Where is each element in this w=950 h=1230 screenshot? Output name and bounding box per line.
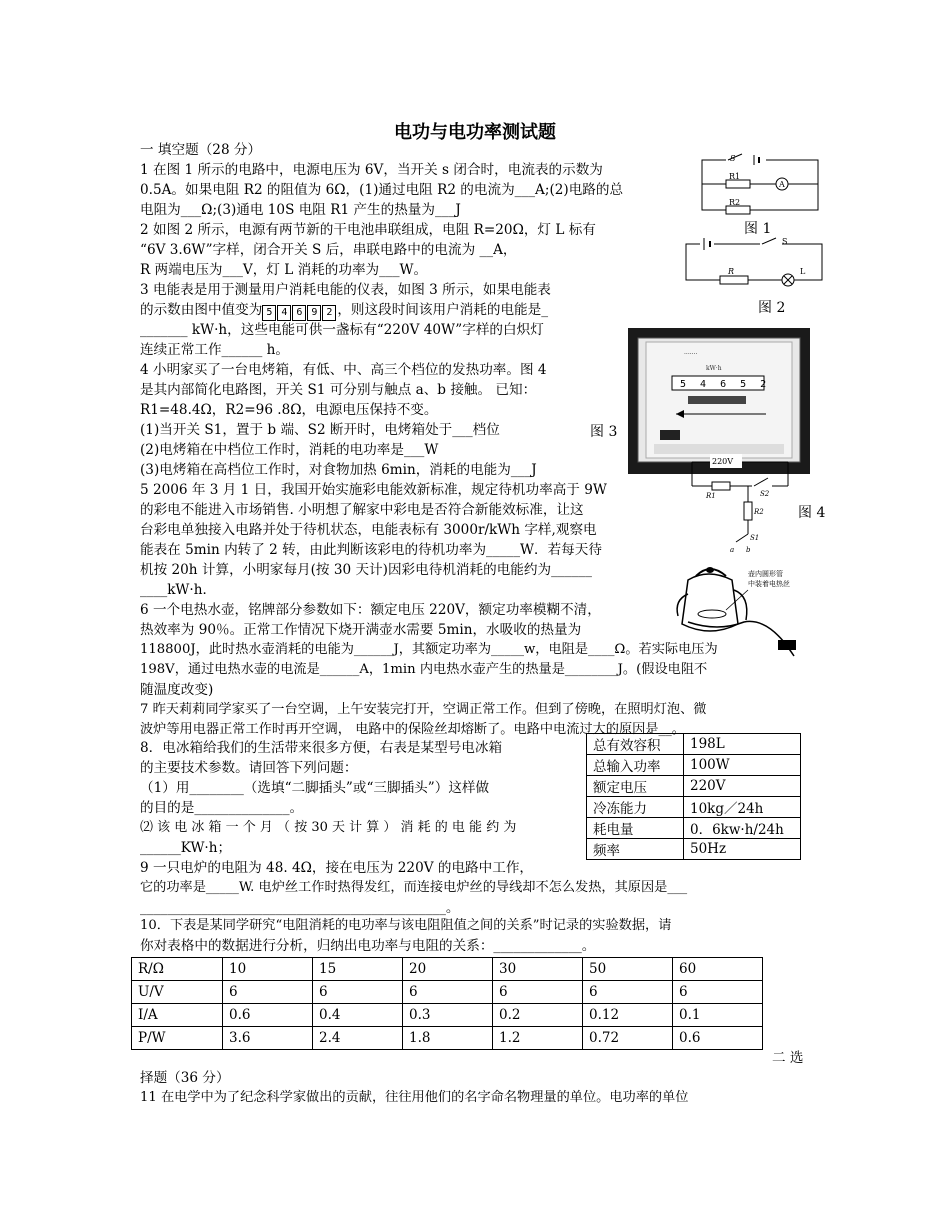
spec-key: 频率 xyxy=(587,839,684,860)
question-8-line-1: 8．电冰箱给我们的生活带来很多方便，右表是某型号电冰箱 xyxy=(140,740,503,756)
spec-key: 耗电量 xyxy=(587,818,684,839)
question-7-line-2: 波炉等用电器正常工作时再开空调， 电路中的保险丝却熔断了。电路中电流过大的原因是__。 xyxy=(140,722,685,737)
table-cell: 6 xyxy=(673,981,763,1004)
fig4-s2-label: S2 xyxy=(760,490,770,498)
table-cell: 2.4 xyxy=(313,1027,403,1050)
table-row xyxy=(587,797,801,818)
kettle-illustration xyxy=(668,560,812,658)
fig4-r2-label: R2 xyxy=(754,508,764,516)
question-6-line-5: 随温度改变) xyxy=(140,682,214,698)
question-5-line-6: ____kW·h． xyxy=(140,582,217,598)
question-6-line-3: 118800J，此时热水壶消耗的电能为______J，其额定功率为_____w，电阻是____Ω。若实际电压为 xyxy=(140,642,718,657)
fig1-ammeter-label: A xyxy=(779,180,785,189)
fig3-meter-header: ······· xyxy=(684,351,698,358)
resistance-power-data-table xyxy=(131,957,763,1050)
question-8-line-4: 的目的是______________。 xyxy=(140,800,304,816)
meter-digit: 6 xyxy=(292,305,306,321)
table-cell: 0.6 xyxy=(223,1004,313,1027)
table-cell: 0.2 xyxy=(493,1004,583,1027)
table-cell: 50 xyxy=(583,958,673,981)
question-4-line-2: 是其内部简化电路图，开关 S1 可分别与触点 a、b 接触。 已知： xyxy=(140,382,537,398)
meter-digit: 4 xyxy=(277,305,291,321)
question-7-line-1: 7 昨天莉莉同学家买了一台空调，上午安装完打开，空调正常工作。但到了傍晚，在照明灯泡、微 xyxy=(140,702,707,717)
question-5-line-4: 能表在 5min 内转了 2 转，由此判断该彩电的待机功率为_____W．若每天待 xyxy=(140,542,602,558)
fig2-switch-label: S xyxy=(782,237,788,246)
question-4-line-1: 4 小明家买了一台电烤箱，有低、中、高三个档位的发热功率。图 4 xyxy=(140,362,547,378)
section-fill-blank-heading: 一 填空题（28 分） xyxy=(140,142,262,158)
question-8-line-5: ⑵ 该 电 冰 箱 一 个 月 （ 按 30 天 计 算 ） 消 耗 的 电 能 约 为 xyxy=(140,820,517,835)
question-9-line-2: 它的功率是_____W. 电炉丝工作时热得发红，而连接电炉丝的导线却不怎么发热，其原因是___ xyxy=(140,880,688,895)
question-9-line-3: _____________________________________________。 xyxy=(140,900,460,916)
question-1-line-3: 电阻为___Ω;(3)通电 10S 电阻 R1 产生的热量为___J xyxy=(140,202,461,218)
question-4-line-4: (1)当开关 S1，置于 b 端、S2 断开时，电烤箱处于___档位 xyxy=(140,422,500,438)
kettle-note-line-1: 壶内圆形管 xyxy=(748,570,783,578)
table-cell: I/A xyxy=(132,1004,223,1027)
fig3-meter-digits: 5 4 6 5 2 xyxy=(680,379,771,390)
figure-2-label: 图 2 xyxy=(758,300,786,316)
table-cell: 60 xyxy=(673,958,763,981)
figure-1-label: 图 1 xyxy=(744,221,772,237)
table-row xyxy=(587,734,801,755)
question-8-line-6: ______KW·h； xyxy=(140,840,232,856)
table-cell: 15 xyxy=(313,958,403,981)
question-3-line-3: _______ kW·h，这些电能可供一盏标有“220V 40W”字样的白炽灯 xyxy=(140,322,544,338)
fig1-r1-label: R1 xyxy=(729,172,741,181)
question-1-line-2: 0.5A。如果电阻 R2 的阻值为 6Ω，(1)通过电阻 R2 的电流为___A;(2)电路的总 xyxy=(140,182,624,198)
table-row xyxy=(132,981,763,1004)
spec-value: 220V xyxy=(684,776,801,797)
fig3-unit-label: kW·h xyxy=(706,365,722,372)
question-2-line-1: 2 如图 2 所示，电源有两节新的干电池串联组成，电阻 R=20Ω，灯 L 标有 xyxy=(140,222,596,238)
table-cell: 1.2 xyxy=(493,1027,583,1050)
spec-value: 198L xyxy=(684,734,801,755)
table-cell: P/W xyxy=(132,1027,223,1050)
fig2-r-label: R xyxy=(728,267,735,276)
table-cell: 0.1 xyxy=(673,1004,763,1027)
fig4-s1-label: S1 xyxy=(750,534,760,542)
table-cell: 0.12 xyxy=(583,1004,673,1027)
figure-4-label: 图 4 xyxy=(798,505,826,521)
question-9-line-1: 9 一只电炉的电阻为 48. 4Ω，接在电压为 220V 的电路中工作， xyxy=(140,860,534,876)
section-choice-heading-part-2: 择题（36 分） xyxy=(140,1070,230,1086)
table-cell: R/Ω xyxy=(132,958,223,981)
question-4-line-6: (3)电烤箱在高档位工作时，对食物加热 6min，消耗的电能为___J xyxy=(140,462,537,478)
table-cell: 6 xyxy=(583,981,673,1004)
question-10-line-1: 10．下表是某同学研究“电阻消耗的电功率与该电阻阻值之间的关系”时记录的实验数据，请 xyxy=(140,918,672,933)
table-cell: 20 xyxy=(403,958,493,981)
question-3-line-1: 3 电能表是用于测量用户消耗电能的仪表，如图 3 所示，如果电能表 xyxy=(140,282,551,298)
question-3-line-2 xyxy=(140,300,548,321)
question-6-line-1: 6 一个电热水壶，铭牌部分参数如下：额定电压 220V，额定功率模糊不清， xyxy=(140,602,601,618)
question-4-line-3: R1=48.4Ω，R2=96 .8Ω，电源电压保持不变。 xyxy=(140,402,438,418)
question-3-line-2-end: ，则这段时间该用户消耗的电能是_ xyxy=(337,302,549,318)
fig2-lamp-label: L xyxy=(800,267,806,276)
question-5-line-2: 的彩电不能进入市场销售. 小明想了解家中彩电是否符合新能效标准，让这 xyxy=(140,502,584,518)
spec-value: 50Hz xyxy=(684,839,801,860)
figure-4-circuit xyxy=(686,452,796,554)
spec-key: 总有效容积 xyxy=(587,734,684,755)
table-cell: 10 xyxy=(223,958,313,981)
table-row xyxy=(587,755,801,776)
table-cell: 0.4 xyxy=(313,1004,403,1027)
table-cell: 6 xyxy=(493,981,583,1004)
question-6-line-2: 热效率为 90％。正常工作情况下烧开满壶水需要 5min，水吸收的热量为 xyxy=(140,622,582,638)
table-cell: 30 xyxy=(493,958,583,981)
table-row xyxy=(132,1004,763,1027)
spec-value: 10kg／24h xyxy=(684,797,801,818)
table-cell: 0.72 xyxy=(583,1027,673,1050)
spec-value: 0．6kw·h/24h xyxy=(684,818,801,839)
question-5-line-1: 5 2006 年 3 月 1 日，我国开始实施彩电能效新标准，规定待机功率高于 9W xyxy=(140,482,607,498)
table-cell: 0.3 xyxy=(403,1004,493,1027)
meter-digit: 5 xyxy=(262,305,276,321)
table-row xyxy=(587,818,801,839)
figure-3-label: 图 3 xyxy=(590,424,618,440)
meter-reading-digits xyxy=(262,301,337,321)
fig1-switch-label: S xyxy=(730,154,736,163)
table-cell: 0.6 xyxy=(673,1027,763,1050)
table-cell: 6 xyxy=(403,981,493,1004)
figure-1-circuit xyxy=(696,152,826,216)
table-row xyxy=(132,1027,763,1050)
question-6-line-4: 198V，通过电热水壶的电流是______A，1min 内电热水壶产生的热量是________J。(假设电阻不 xyxy=(140,662,708,677)
meter-digit: 9 xyxy=(307,305,321,321)
refrigerator-spec-table xyxy=(586,733,801,860)
spec-key: 额定电压 xyxy=(587,776,684,797)
question-8-line-2: 的主要技术参数。请回答下列问题： xyxy=(140,760,358,776)
spec-value: 100W xyxy=(684,755,801,776)
table-row xyxy=(587,776,801,797)
question-5-line-5: 机按 20h 计算，小明家每月(按 30 天计)因彩电待机消耗的电能约为______ xyxy=(140,562,592,578)
question-2-line-3: R 两端电压为___V，灯 L 消耗的功率为___W。 xyxy=(140,262,428,278)
table-cell: 1.8 xyxy=(403,1027,493,1050)
table-cell: 6 xyxy=(313,981,403,1004)
fig4-contact-b: b xyxy=(746,546,751,554)
meter-digit: 2 xyxy=(322,305,336,321)
page-title: 电功与电功率测试题 xyxy=(394,122,556,143)
question-1-line-1: 1 在图 1 所示的电路中，电源电压为 6V，当开关 s 闭合时，电流表的示数为 xyxy=(140,162,603,178)
fig4-voltage-label: 220V xyxy=(712,457,734,466)
question-8-line-3: （1）用________（选填“二脚插头”或“三脚插头”）这样做 xyxy=(140,780,490,796)
fig1-r2-label: R2 xyxy=(729,198,741,207)
table-row xyxy=(132,958,763,981)
fig4-contact-a: a xyxy=(730,546,735,554)
question-4-line-5: (2)电烤箱在中档位工作时，消耗的电功率是___W xyxy=(140,442,439,458)
question-3-line-2-start: 的示数由图中值变为 xyxy=(140,302,263,318)
fig4-r1-label: R1 xyxy=(706,492,716,500)
figure-2-circuit xyxy=(680,234,830,290)
question-5-line-3: 台彩电单独接入电路并处于待机状态，电能表标有 3000r/kWh 字样,观察电 xyxy=(140,522,597,538)
question-3-line-4: 连续正常工作______ h。 xyxy=(140,342,290,358)
kettle-note-line-2: 中装着电热丝 xyxy=(748,580,790,588)
table-cell: U/V xyxy=(132,981,223,1004)
table-cell: 6 xyxy=(223,981,313,1004)
question-11-line-1: 11 在电学中为了纪念科学家做出的贡献，往往用他们的名字命名物理量的单位。电功率的单位 xyxy=(140,1090,689,1105)
question-2-line-2: “6V 3.6W”字样，闭合开关 S 后，串联电路中的电流为 __A， xyxy=(140,242,517,258)
spec-key: 冷冻能力 xyxy=(587,797,684,818)
spec-key: 总输入功率 xyxy=(587,755,684,776)
section-choice-heading-part-1: 二 选 xyxy=(772,1050,804,1066)
table-row xyxy=(587,839,801,860)
question-10-line-2: 你对表格中的数据进行分析，归纳出电功率与电阻的关系：_____________。 xyxy=(140,938,596,954)
table-cell: 3.6 xyxy=(223,1027,313,1050)
